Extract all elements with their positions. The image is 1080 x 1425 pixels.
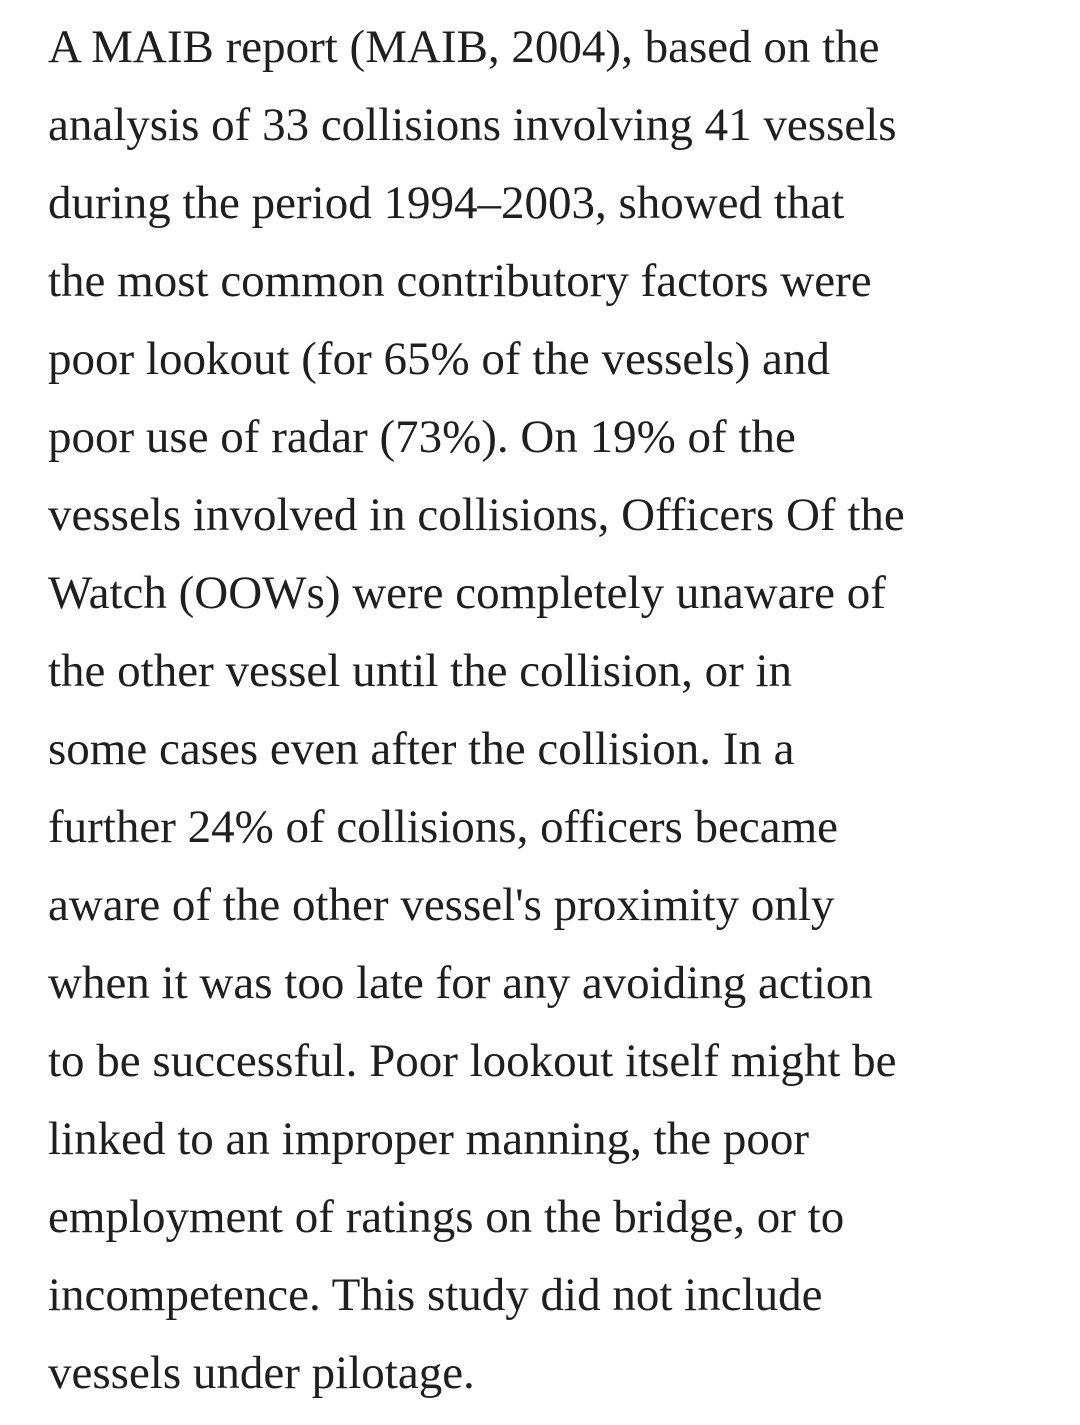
- paragraph-line: poor lookout (for 65% of the vessels) and: [48, 333, 830, 385]
- paragraph-line: employment of ratings on the bridge, or to: [48, 1191, 845, 1243]
- paragraph-line: Watch (OOWs) were completely unaware of: [48, 567, 886, 619]
- paragraph-line: the other vessel until the collision, or in: [48, 645, 793, 697]
- paragraph-line: further 24% of collisions, officers became: [48, 801, 839, 853]
- paragraph-line: vessels involved in collisions, Officers Of the: [48, 489, 905, 541]
- paragraph-line: poor use of radar (73%). On 19% of the: [48, 411, 796, 463]
- paragraph-line: aware of the other vessel's proximity only: [48, 879, 835, 931]
- paragraph-line: A MAIB report (MAIB, 2004), based on the: [48, 21, 880, 73]
- paragraph-line: linked to an improper manning, the poor: [48, 1113, 809, 1165]
- body-paragraph: [48, 8, 1048, 1412]
- paragraph-line: when it was too late for any avoiding action: [48, 957, 873, 1009]
- paragraph-line: vessels under pilotage.: [48, 1347, 475, 1399]
- paragraph-line: the most common contributory factors were: [48, 255, 872, 307]
- paragraph-line: incompetence. This study did not include: [48, 1269, 823, 1321]
- paragraph-line: analysis of 33 collisions involving 41 vessels: [48, 99, 897, 151]
- paragraph-line: during the period 1994–2003, showed that: [48, 177, 845, 229]
- paragraph-line: some cases even after the collision. In a: [48, 723, 795, 775]
- paragraph-line: to be successful. Poor lookout itself might be: [48, 1035, 897, 1087]
